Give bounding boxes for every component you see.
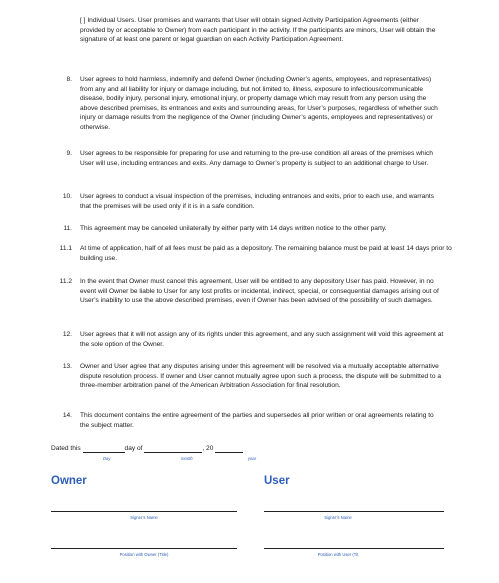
clause-number: 9. xyxy=(66,150,72,157)
month-blank[interactable] xyxy=(144,445,202,453)
user-name-line[interactable] xyxy=(264,511,444,512)
clause-number: 11. xyxy=(63,225,72,232)
clause-text: In the event that Owner must cancel this agreement, User will be entitled to any depository User has paid. However, in no event will Owner be liable to User for any lost profits or incidental, indirect, special, or consequential damages arising out of User’s inability to use the above described premises, even if Owner has been advised of the possibility of such damages. xyxy=(80,278,439,305)
dated-prefix: Dated this xyxy=(51,445,81,452)
year-label: year xyxy=(248,456,257,461)
clause-text: User agrees to be responsible for preparing for use and returning to the pre-use condition all areas of the premises which User will use, including entrances and exits. Any damage to Owner’s property is subject to an additional charge to User. xyxy=(80,150,433,167)
clause-number: 8. xyxy=(66,76,72,83)
owner-heading: Owner xyxy=(51,475,87,487)
clause-text: User agrees to hold harmless, indemnify and defend Owner (including Owner’s agents, employees, and representatives) from any and all liability for injury or damage including, but not limited to, illness, exposure to infectious/communicable disease, bodily injury, personal injury, emotional injury, or property damage which may result from any person using the above described premises, its entrances and exits and surrounding areas, for User’s purposes, regardless of whether such injury or damage results from the negligence of the Owner (including Owner’s agents, employees and representatives) or otherwise. xyxy=(80,76,438,131)
dated-day-of: day of xyxy=(124,445,143,452)
clause-text: This document contains the entire agreement of the parties and supersedes all prior written or oral agreements relating to the subject matter. xyxy=(80,412,434,429)
clause-text: Owner and User agree that any disputes arising under this agreement will be resolved via a mutually acceptable alternative dispute resolution process. If owner and User cannot mutually agree upon such a process, the dispute will be submitted to a three-member arbitration panel of the American Arbitration Association for final resolution. xyxy=(80,363,442,390)
user-position-line[interactable] xyxy=(264,548,444,549)
month-label: month xyxy=(181,456,193,461)
day-label: Day xyxy=(103,456,111,461)
clause-number: 12. xyxy=(62,331,72,338)
dated-line xyxy=(51,444,291,453)
year-blank[interactable] xyxy=(215,445,243,453)
owner-position-line[interactable] xyxy=(51,548,237,549)
owner-name-caption: Signer’s Name xyxy=(130,515,158,520)
intro-paragraph: [ ] Individual Users. User promises and warrants that User will obtain signed Activity Participation Agreements (either provided by or acceptable to Owner) from each participant in the activity. If the participants are minors, User will obtain the signature of at least one parent or legal guardian on each Activity Participation Agreement. xyxy=(80,17,436,44)
user-name-caption: Signer’s Name xyxy=(324,515,352,520)
clause-text: User agrees to conduct a visual inspection of the premises, including entrances and exits, prior to each use, and warrants that the premises will be used only if it is in a safe condition. xyxy=(80,193,435,210)
clause-number: 11.1 xyxy=(59,245,72,252)
clause-text: At time of application, half of all fees must be paid as a depository. The remaining balance must be paid at least 14 days prior to building use. xyxy=(80,245,452,262)
clause-number: 14. xyxy=(62,412,72,419)
owner-name-line[interactable] xyxy=(51,511,237,512)
user-heading: User xyxy=(264,475,290,487)
owner-position-caption: Position with Owner (Title) xyxy=(119,552,169,557)
dated-year-prefix: , 20 xyxy=(202,445,214,452)
clause-number: 10. xyxy=(62,193,72,200)
clause-number: 13. xyxy=(62,363,72,370)
clause-text: This agreement may be canceled unilaterally by either party with 14 days written notice to the other party. xyxy=(80,225,387,232)
day-blank[interactable] xyxy=(83,445,125,453)
user-position-caption: Position with User (Tit xyxy=(317,552,359,557)
clause-text: User agrees that it will not assign any of its rights under this agreement, and any such assignment will void this agreement at the sole option of the Owner. xyxy=(80,331,444,348)
clause-number: 11.2 xyxy=(59,278,72,285)
